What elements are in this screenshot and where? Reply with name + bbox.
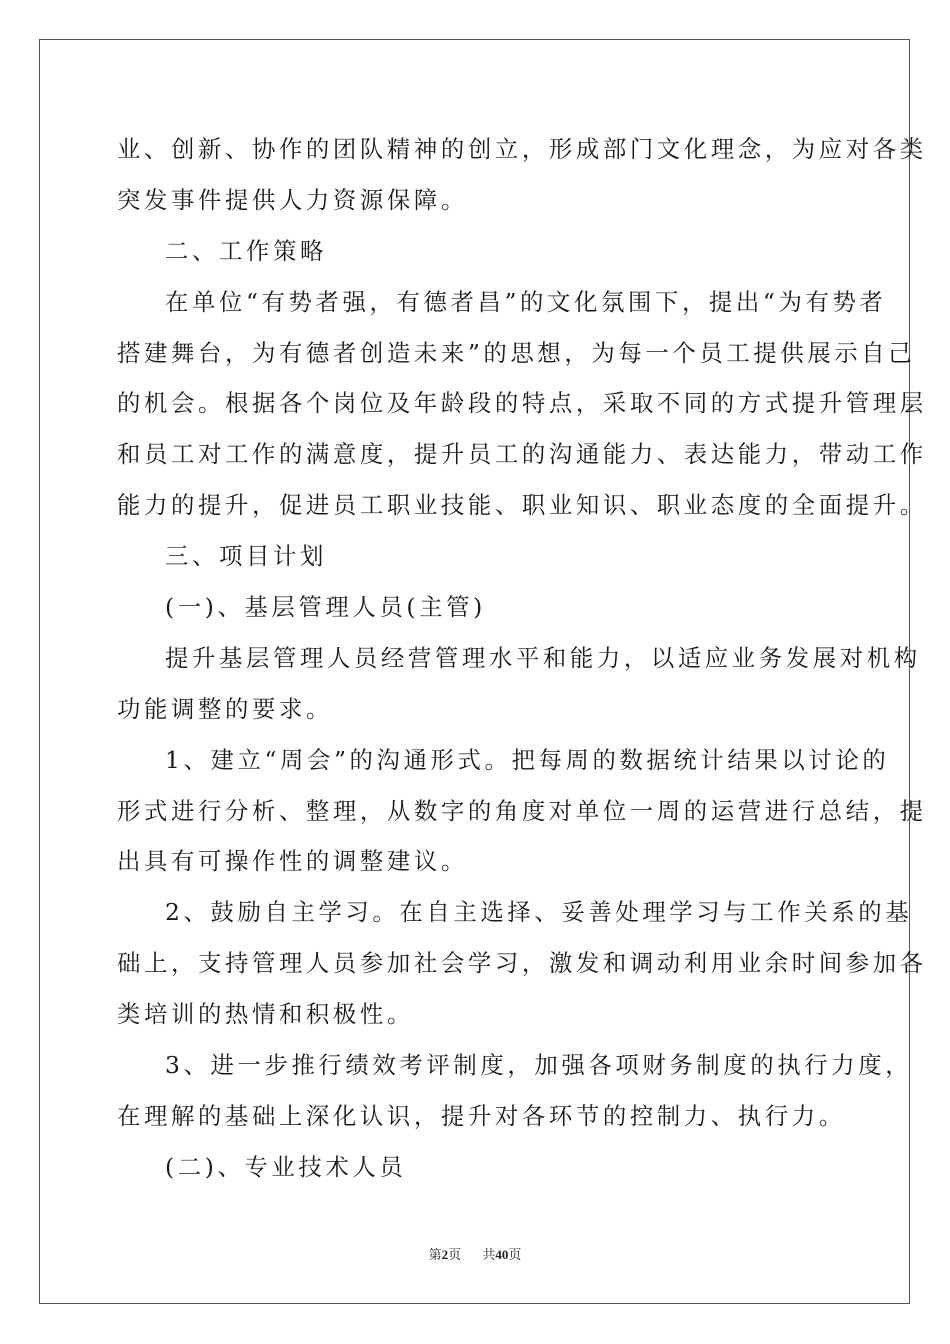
text-line: 的机会。根据各个岗位及年龄段的特点，采取不同的方式提升管理层 (117, 389, 927, 418)
text-line: 突发事件提供人力资源保障。 (117, 185, 468, 214)
text-line: 业、创新、协作的团队精神的创立，形成部门文化理念，为应对各类 (117, 135, 927, 163)
text-line: 和员工对工作的满意度，提升员工的沟通能力、表达能力，带动工作 (117, 440, 927, 469)
text-line: (二)、专业技术人员 (165, 1152, 407, 1181)
page-footer (0, 1246, 950, 1264)
text-line: 3、进一步推行绩效考评制度，加强各项财务制度的执行力度， (165, 1051, 913, 1080)
text-line: 础上，支持管理人员参加社会学习，激发和调动利用业余时间参加各 (117, 949, 927, 978)
document-body (117, 124, 927, 1193)
text-line: 功能调整的要求。 (117, 694, 333, 723)
text-line: 出具有可操作性的调整建议。 (117, 847, 468, 876)
text-line: 在单位“有势者强，有德者昌”的文化氛围下，提出“为有势者 (165, 287, 887, 316)
total-pages: 共40页 (482, 1247, 522, 1262)
text-line: 提升基层管理人员经营管理水平和能力，以适应业务发展对机构 (165, 643, 921, 672)
text-line: 1、建立“周会”的沟通形式。把每周的数据统计结果以讨论的 (165, 745, 890, 774)
text-line: 搭建舞台，为有德者创造未来”的思想，为每一个员工提供展示自己 (117, 338, 916, 367)
text-line: 类培训的热情和积极性。 (117, 1000, 414, 1029)
text-line: 三、项目计划 (165, 542, 327, 571)
text-line: (一)、基层管理人员(主管) (165, 593, 486, 622)
page-number: 第2页 (428, 1247, 462, 1262)
text-line: 在理解的基础上深化认识，提升对各环节的控制力、执行力。 (117, 1101, 846, 1130)
text-line: 能力的提升，促进员工职业技能、职业知识、职业态度的全面提升。 (117, 491, 927, 520)
text-line: 形式进行分析、整理，从数字的角度对单位一周的运营进行总结，提 (117, 796, 927, 825)
text-line: 2、鼓励自主学习。在自主选择、妥善处理学习与工作关系的基 (165, 898, 913, 927)
text-line: 二、工作策略 (165, 236, 327, 265)
